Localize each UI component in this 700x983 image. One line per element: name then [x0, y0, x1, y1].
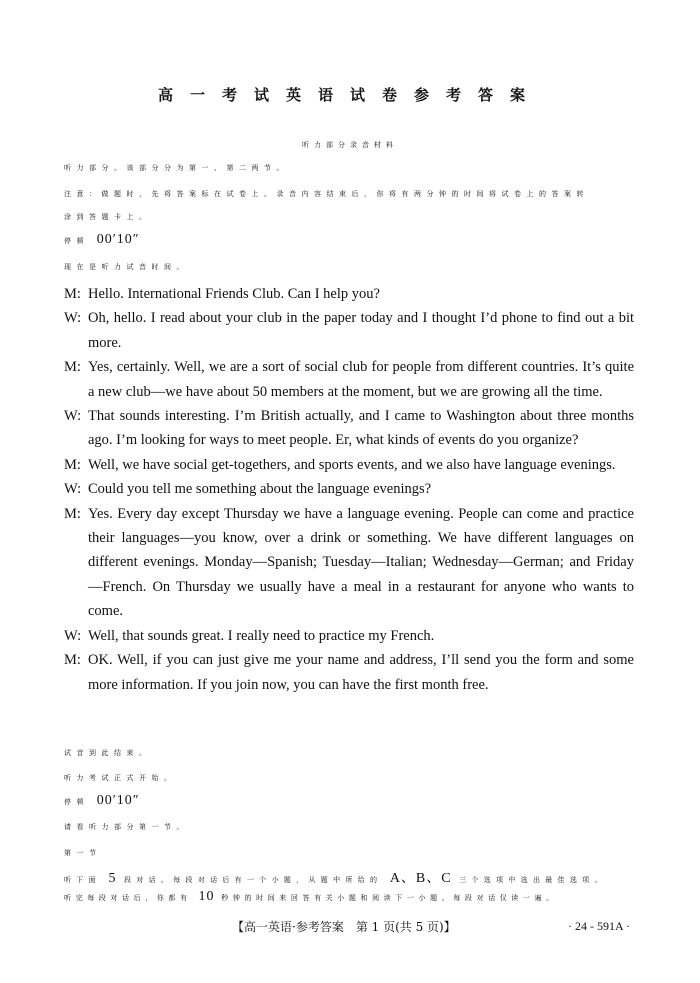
page-title: 高一考试英语试卷参考答案	[157, 86, 542, 104]
dialogue-turn	[64, 306, 634, 355]
instruction-text: 段对话。每段对话后有一个小题，从题中所给的	[123, 876, 383, 884]
dialogue-turn	[64, 282, 634, 306]
section-heading: 第一节	[64, 849, 102, 857]
dialogue-text: Oh, hello. I read about your club in the paper today and I thought I’d phone to find out a bit more.	[88, 310, 634, 351]
outro-line-1: 试音到此结束。	[64, 749, 152, 757]
pause-time: 00′10″	[96, 232, 140, 247]
intro-pause	[64, 232, 140, 248]
speaker-label: W:	[64, 481, 82, 498]
dialogue-text: Hello. International Friends Club. Can I help you?	[88, 286, 380, 302]
seconds-count: 10	[198, 889, 215, 904]
section-subtitle: 听力部分录音材料	[302, 141, 398, 149]
intro-line-3: 涂到答题卡上。	[64, 213, 152, 221]
dialogue-turn	[64, 477, 634, 501]
exam-code: · 24 - 591A ·	[568, 919, 630, 933]
instruction-text: 听完每段对话后，你都有	[64, 894, 192, 902]
dialogue-turn	[64, 502, 634, 624]
pause-time: 00′10″	[96, 793, 140, 808]
dialogue-transcript	[64, 282, 634, 697]
speaker-label: M:	[64, 456, 81, 473]
outro-line-4: 请看听力部分第一节。	[64, 823, 189, 831]
instruction-text: 秒钟的时间来回答有关小题和阅读下一小题。每段对话仅读一遍。	[221, 894, 558, 902]
instruction-text: 听下面	[64, 876, 101, 884]
speaker-label: M:	[64, 359, 81, 376]
pause-label: 停顿	[64, 798, 89, 806]
dialogue-text: Well, we have social get-togethers, and sports events, and we also have language evenings.	[88, 456, 616, 473]
speaker-label: M:	[64, 505, 81, 522]
speaker-label: W:	[64, 310, 82, 327]
instruction-line-1	[64, 867, 607, 887]
dialogue-text: Yes, certainly. Well, we are a sort of social club for people from different countries. It’s quite a new club—we have about 50 members at the moment, but we are growing all the time.	[88, 359, 634, 400]
speaker-label: M:	[64, 286, 81, 302]
dialogue-text: OK. Well, if you can just give me your name and address, I’ll send you the form and some more information. If you join now, you can have the first month free.	[88, 652, 634, 693]
dialogue-text: Yes. Every day except Thursday we have a language evening. People can come and practice their languages—you know, over a drink or something. We have different languages on different evenings. Monday—Spanish; Tuesday—Italian; Wednesday—German; and Friday—French. On Thursday we usually have a meal in a restaurant for anyone who wants to come.	[88, 505, 634, 620]
dialogue-turn	[64, 648, 634, 697]
intro-line-2: 注意：做题时，先将答案标在试卷上。录音内容结束后，你将有两分钟的时间将试卷上的答案转	[64, 190, 589, 198]
speaker-label: W:	[64, 627, 82, 644]
dialogue-turn	[64, 453, 634, 477]
outro-line-2: 听力考试正式开始。	[64, 774, 177, 782]
outro-pause	[64, 793, 140, 809]
dialogue-text: Well, that sounds great. I really need to practice my French.	[88, 627, 435, 644]
page-footer: 【高一英语·参考答案 第 1 页(共 5 页)】	[232, 920, 456, 934]
dialogue-turn	[64, 624, 634, 648]
speaker-label: W:	[64, 408, 82, 425]
dialogue-turn	[64, 355, 634, 404]
dialogue-text: That sounds interesting. I’m British actually, and I came to Washington about three months ago. I’m looking for ways to meet people. Er, what kinds of events do you organize?	[88, 408, 634, 449]
pause-label: 停顿	[64, 237, 89, 245]
dialogue-text: Could you tell me something about the language evenings?	[88, 481, 432, 498]
intro-line-5: 现在是听力试音时间。	[64, 263, 189, 271]
dialogue-count: 5	[108, 871, 117, 886]
instruction-line-2	[64, 889, 558, 905]
option-letters: A、B、C	[389, 871, 452, 886]
intro-line-1: 听力部分。该部分分为第一、第二两节。	[64, 164, 289, 172]
instruction-text: 三个选项中选出最佳选项。	[459, 876, 607, 884]
speaker-label: M:	[64, 652, 81, 669]
dialogue-turn	[64, 404, 634, 453]
